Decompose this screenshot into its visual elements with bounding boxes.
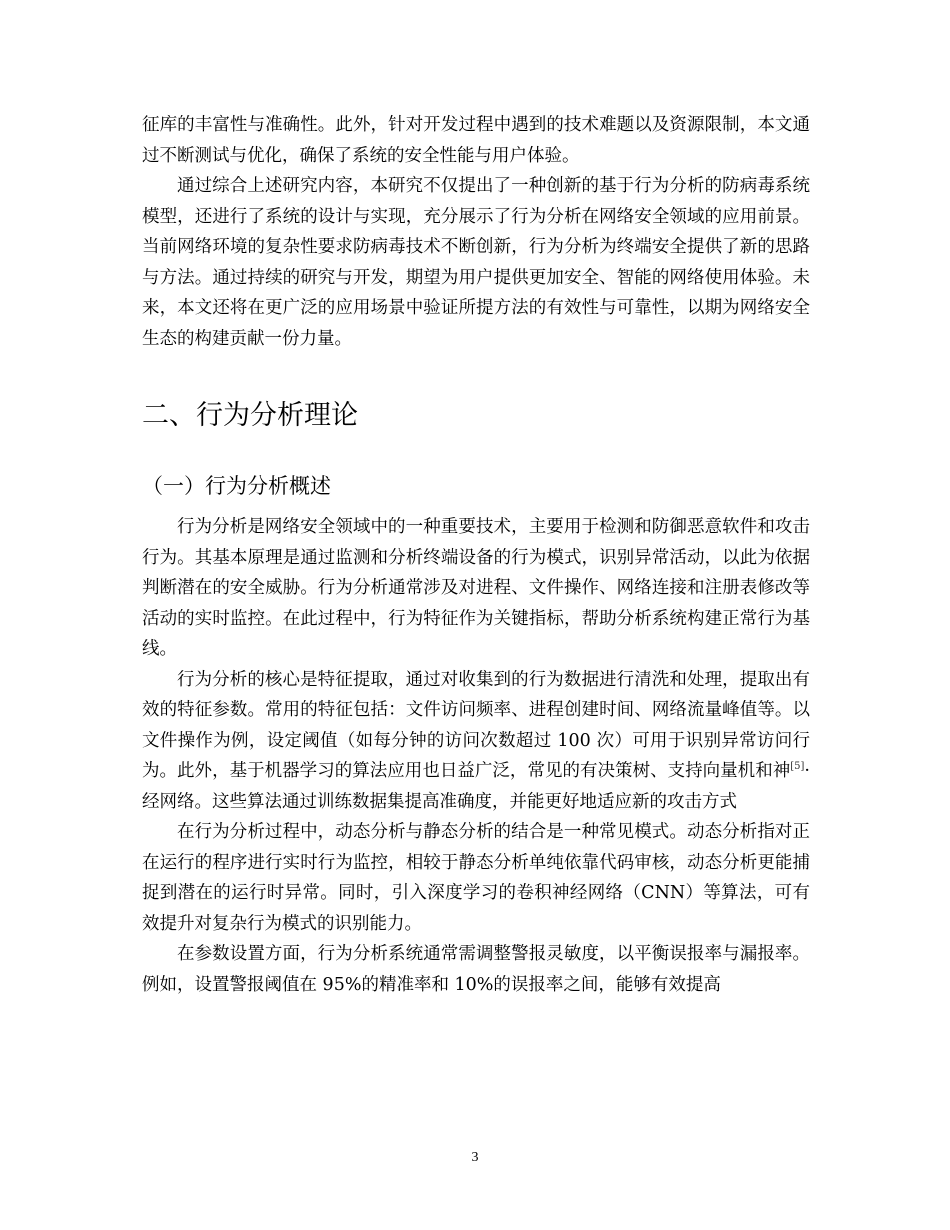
paragraph-overview: 行为分析是网络安全领域中的一种重要技术，主要用于检测和防御恶意软件和攻击行为。其基本原理是通过监测和分析终端设备的行为模式，识别异常活动，以此为依据判断潜在的安全威胁。行为分析通常涉及对进程、文件操作、网络连接和注册表修改等活动的实时监控。在此过程中，行为特征作为关键指标，帮助分析系统构建正常行为基线。 xyxy=(142,517,810,659)
citation-reference: [5] xyxy=(790,761,805,773)
paragraph-feature-text-a: 行为分析的核心是特征提取，通过对收集到的行为数据进行清洗和处理，提取出有效的特征参数。常用的特征包括：文件访问频率、进程创建时间、网络流量峰值等。以文件操作为例，设定阈值（如每分钟的访问次数超过 100 次）可用于识别异常访问行为。此外，基于机器学习的算法应用也日益广泛，常见的有决策树、支持向量机和神 xyxy=(142,669,810,781)
paragraph-dynamic-analysis: 在行为分析过程中，动态分析与静态分析的结合是一种常见模式。动态分析指对正在运行的程序进行实时行为监控，相较于静态分析单纯依靠代码审核，动态分析更能捕捉到潜在的运行时异常。同时，引入深度学习的卷积神经网络（CNN）等算法，可有效提升对复杂行为模式的识别能力。 xyxy=(142,822,810,934)
paragraph-feature-text-b: · 经网络。这些算法通过训练数据集提高准确度，并能更好地适应新的攻击方式 xyxy=(142,761,810,812)
subsection-heading: （一）行为分析概述 xyxy=(142,474,331,498)
paragraph-feature-extraction xyxy=(142,665,810,818)
paragraph-parameter-settings: 在参数设置方面，行为分析系统通常需调整警报灵敏度，以平衡误报率与漏报率。例如，设置警报阈值在 95%的精准率和 10%的误报率之间，能够有效提高 xyxy=(142,944,810,995)
paragraph-continuation: 征库的丰富性与准确性。此外，针对开发过程中遇到的技术难题以及资源限制，本文通过不断测试与优化，确保了系统的安全性能与用户体验。 xyxy=(142,115,810,166)
page-content xyxy=(142,110,810,1000)
section-heading: 二、行为分析理论 xyxy=(142,400,358,431)
paragraph-summary: 通过综合上述研究内容，本研究不仅提出了一种创新的基于行为分析的防病毒系统模型，还进行了系统的设计与实现，充分展示了行为分析在网络安全领域的应用前景。当前网络环境的复杂性要求防病毒技术不断创新，行为分析为终端安全提供了新的思路与方法。通过持续的研究与开发，期望为用户提供更加安全、智能的网络使用体验。未来，本文还将在更广泛的应用场景中验证所提方法的有效性与可靠性，以期为网络安全生态的构建贡献一份力量。 xyxy=(142,176,810,349)
page-number: 3 xyxy=(471,1150,479,1165)
